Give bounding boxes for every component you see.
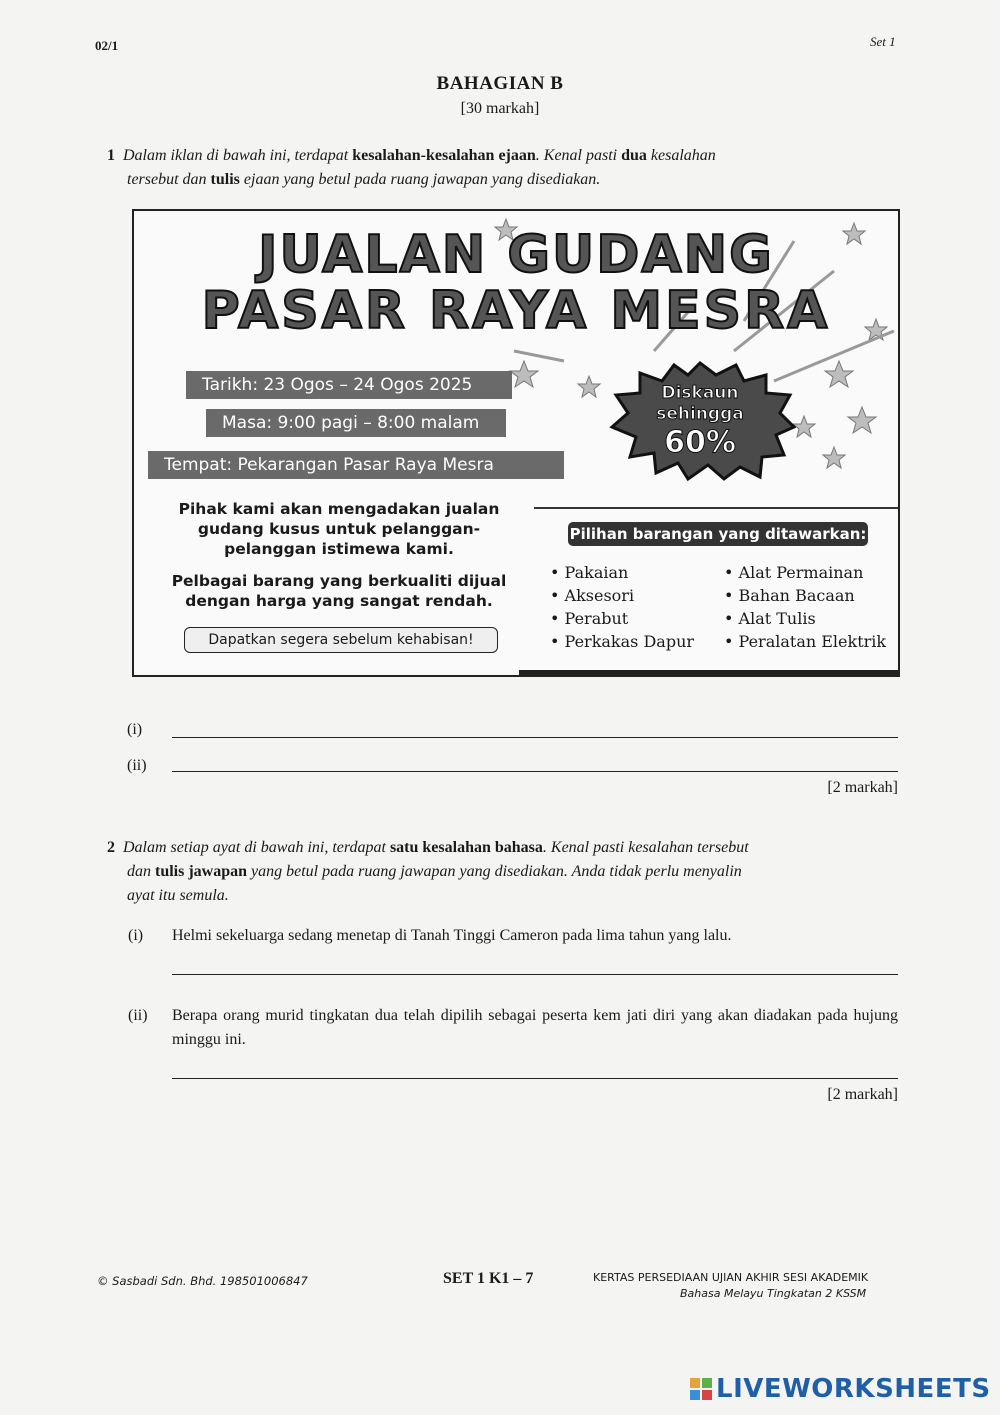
discount-label: Diskaun: [661, 383, 739, 403]
liveworksheets-watermark[interactable]: LIVEWORKSHEETS: [716, 1374, 991, 1404]
list-item: • Bahan Bacaan: [724, 584, 886, 607]
question-1: [107, 144, 902, 192]
q2-instruction-part: Dalam setiap ayat di bawah ini, terdapat: [123, 839, 386, 856]
q2-instruction-bold: satu kesalahan bahasa: [389, 839, 543, 856]
q2-sub-label-ii: (ii): [128, 1007, 148, 1024]
answer-label-i: (i): [127, 721, 143, 738]
answer-label-ii: (ii): [127, 757, 147, 774]
section-marks: [30 markah]: [460, 100, 540, 117]
q2-sentence-ii: Berapa orang murid tingkatan dua telah dipilih sebagai peserta kem jati diri yang akan diadakan pada hujung minggu ini.: [172, 1007, 898, 1048]
publisher-credit: © Sasbadi Sdn. Bhd. 198501006847: [97, 1274, 308, 1288]
advertisement: [132, 209, 900, 677]
q2-sub-label-i: (i): [128, 927, 144, 944]
list-item: • Alat Permainan: [724, 561, 886, 584]
q2-instruction-part: ayat itu semula.: [127, 887, 229, 904]
section-title: BAHAGIAN B: [436, 73, 564, 94]
q1-instruction-part: tersebut dan: [127, 171, 207, 188]
ad-title-line-1: JUALAN GUDANG: [258, 225, 774, 285]
question-2: [107, 836, 902, 908]
subject-title: Bahasa Melayu Tingkatan 2 KSSM: [680, 1287, 867, 1300]
discount-label-upto: sehingga: [656, 404, 744, 424]
q1-marks: [2 markah]: [827, 779, 898, 796]
answer-line-ii[interactable]: [172, 771, 898, 772]
list-item: • Perkakas Dapur: [550, 630, 694, 653]
time-banner: Masa: 9:00 pagi – 8:00 malam: [206, 409, 506, 437]
q2-answer-line-ii[interactable]: [172, 1078, 898, 1079]
q1-instruction-bold: dua: [621, 147, 647, 164]
q2-instruction-part: dan: [127, 863, 151, 880]
q2-sentence-i: Helmi sekeluarga sedang menetap di Tanah Tinggi Cameron pada lima tahun yang lalu.: [172, 927, 732, 944]
item-list-left: [550, 561, 694, 653]
q1-instruction-bold: tulis: [210, 171, 240, 188]
list-item: • Pakaian: [550, 561, 694, 584]
q2-instruction-bold: tulis jawapan: [155, 863, 248, 880]
series-title: KERTAS PERSEDIAAN UJIAN AKHIR SESI AKADEMIK: [593, 1271, 869, 1284]
offer-title: Pilihan barangan yang ditawarkan:: [568, 522, 868, 546]
set-label: Set 1: [870, 34, 896, 49]
page-number: SET 1 K1 – 7: [443, 1270, 534, 1287]
q1-instruction-part: ejaan yang betul pada ruang jawapan yang disediakan.: [243, 171, 601, 188]
item-list-right: [724, 561, 886, 653]
q1-instruction-bold: kesalahan-kesalahan ejaan: [352, 147, 536, 164]
q1-instruction-part: . Kenal pasti: [535, 147, 618, 164]
discount-percent: 60%: [664, 425, 736, 460]
ad-title-line-2: PASAR RAYA MESRA: [201, 281, 831, 341]
question-number: 2: [107, 839, 115, 856]
place-banner: Tempat: Pekarangan Pasar Raya Mesra: [148, 451, 564, 479]
list-item: • Peralatan Elektrik: [724, 630, 886, 653]
q1-instruction-part: kesalahan: [650, 147, 716, 164]
q2-marks: [2 markah]: [827, 1086, 898, 1103]
ad-bottom-bar: [519, 670, 898, 675]
q2-instruction-part: yang betul pada ruang jawapan yang disediakan. Anda tidak perlu menyalin: [251, 863, 742, 880]
list-item: • Aksesori: [550, 584, 694, 607]
ad-paragraph-2: Pelbagai barang yang berkualiti dijual dengan harga yang sangat rendah.: [171, 572, 507, 610]
question-number: 1: [107, 147, 115, 164]
ad-call-to-action: Dapatkan segera sebelum kehabisan!: [184, 627, 498, 653]
list-item: • Perabut: [550, 607, 694, 630]
q2-instruction-part: . Kenal pasti kesalahan tersebut: [542, 839, 749, 856]
q1-instruction-part: Dalam iklan di bawah ini, terdapat: [123, 147, 349, 164]
list-item: • Alat Tulis: [724, 607, 886, 630]
paper-code: 02/1: [95, 38, 119, 53]
ad-paragraph-1: Pihak kami akan mengadakan jualan gudang kusus untuk pelanggan-pelanggan istimewa kami.: [178, 500, 500, 558]
answer-line-i[interactable]: [172, 737, 898, 738]
q2-answer-line-i[interactable]: [172, 974, 898, 975]
ad-divider: [534, 507, 898, 509]
liveworksheets-logo-icon: [690, 1378, 712, 1400]
date-banner: Tarikh: 23 Ogos – 24 Ogos 2025: [186, 371, 512, 399]
